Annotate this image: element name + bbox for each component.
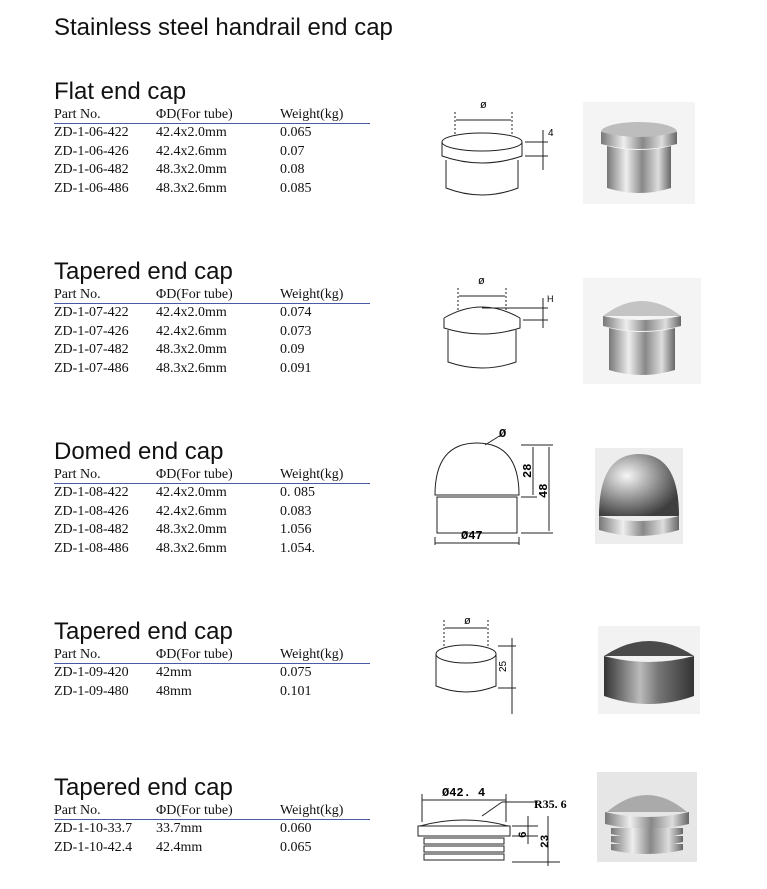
- diameter: 48.3x2.6mm: [156, 180, 227, 196]
- header-diameter: ΦD(For tube): [156, 646, 280, 664]
- header-weight: Weight(kg): [280, 802, 370, 820]
- table-row: [54, 839, 370, 858]
- section-tapered-end-cap-2: [54, 618, 384, 701]
- section-title: Domed end cap: [54, 438, 224, 465]
- header-diameter: ΦD(For tube): [156, 802, 280, 820]
- table-header-row: [54, 286, 370, 304]
- height-label: 25: [498, 660, 509, 672]
- part-no: ZD-1-06-486: [54, 180, 129, 196]
- diameter: 48.3x2.0mm: [156, 522, 227, 537]
- diameter: 48.3x2.6mm: [156, 360, 227, 376]
- weight: 0.091: [280, 360, 312, 376]
- diameter-label: ø: [464, 615, 471, 627]
- tapered-end-cap-drawing: [430, 268, 560, 378]
- header-part-no: Part No.: [54, 802, 156, 820]
- table-row: [54, 521, 370, 540]
- table-header-row: [54, 646, 370, 664]
- header-diameter: ΦD(For tube): [156, 286, 280, 304]
- part-no: ZD-1-10-42.4: [54, 839, 133, 855]
- table-row: [54, 503, 370, 522]
- tapered-end-cap-photo: [583, 278, 701, 384]
- header-diameter: ΦD(For tube): [156, 466, 280, 484]
- table-row: [54, 124, 370, 143]
- weight: 0.065: [280, 125, 312, 140]
- height-label: 4: [548, 128, 554, 139]
- table-header-row: [54, 802, 370, 820]
- table-row: [54, 484, 370, 503]
- total-height-label: 23: [540, 834, 552, 848]
- table-header-row: [54, 106, 370, 124]
- header-diameter: ΦD(For tube): [156, 106, 280, 124]
- part-no: ZD-1-07-486: [54, 360, 129, 376]
- part-no: ZD-1-09-420: [54, 665, 129, 680]
- part-no: ZD-1-07-482: [54, 342, 129, 357]
- table-row: [54, 360, 370, 379]
- diameter-label: ø: [478, 275, 485, 287]
- weight: 0.075: [280, 665, 312, 680]
- header-weight: Weight(kg): [280, 646, 370, 664]
- tapered-end-cap-photo-3: [597, 772, 697, 862]
- diameter: 42.4x2.6mm: [156, 323, 227, 339]
- header-weight: Weight(kg): [280, 106, 370, 124]
- section-title: Flat end cap: [54, 78, 187, 105]
- table-row: [54, 161, 370, 180]
- diameter: 42mm: [156, 665, 192, 680]
- header-weight: Weight(kg): [280, 286, 370, 304]
- part-no: ZD-1-09-480: [54, 683, 129, 699]
- table-row: [54, 664, 370, 683]
- section-title: Tapered end cap: [54, 258, 233, 285]
- cap-height-label: 6: [518, 831, 530, 838]
- flat-end-cap-drawing: [430, 90, 560, 200]
- tapered-end-cap-photo-2: [598, 626, 700, 714]
- weight: 1.054.: [280, 540, 315, 556]
- diameter: 42.4x2.0mm: [156, 125, 227, 140]
- diameter: 42.4x2.6mm: [156, 503, 227, 519]
- tapered-end-cap-drawing-3: [410, 782, 580, 877]
- diameter-label: Ø42. 4: [442, 786, 486, 800]
- domed-end-cap-drawing: [425, 425, 560, 550]
- radius-label: R35. 6: [534, 797, 567, 811]
- flat-end-cap-photo: [583, 102, 695, 204]
- weight: 0.083: [280, 503, 312, 519]
- weight: 0.085: [280, 180, 312, 196]
- base-diameter-label: Ø47: [461, 529, 483, 543]
- spec-table: [54, 286, 370, 378]
- weight: 0.074: [280, 305, 312, 320]
- part-no: ZD-1-07-426: [54, 323, 129, 339]
- part-no: ZD-1-06-482: [54, 162, 129, 177]
- weight: 1.056: [280, 522, 312, 537]
- dome-diameter-label: Ø: [499, 427, 507, 441]
- part-no: ZD-1-06-426: [54, 143, 129, 159]
- diameter: 48.3x2.0mm: [156, 162, 227, 177]
- header-part-no: Part No.: [54, 466, 156, 484]
- part-no: ZD-1-06-422: [54, 125, 129, 140]
- section-domed-end-cap: [54, 438, 384, 558]
- weight: 0.09: [280, 342, 305, 357]
- diameter: 48mm: [156, 683, 192, 699]
- spec-table: [54, 802, 370, 857]
- spec-table: [54, 106, 370, 198]
- diameter: 42.4x2.0mm: [156, 305, 227, 320]
- header-part-no: Part No.: [54, 286, 156, 304]
- table-row: [54, 540, 370, 559]
- weight: 0.065: [280, 839, 312, 855]
- table-row: [54, 341, 370, 360]
- total-height-label: 48: [537, 483, 551, 498]
- diameter: 42.4x2.0mm: [156, 485, 227, 500]
- table-row: [54, 180, 370, 199]
- part-no: ZD-1-08-422: [54, 485, 129, 500]
- weight: 0.101: [280, 683, 312, 699]
- part-no: ZD-1-08-486: [54, 540, 129, 556]
- table-row: [54, 304, 370, 323]
- table-row: [54, 683, 370, 702]
- part-no: ZD-1-10-33.7: [54, 821, 133, 836]
- part-no: ZD-1-08-482: [54, 522, 129, 537]
- header-weight: Weight(kg): [280, 466, 370, 484]
- table-row: [54, 820, 370, 839]
- tapered-end-cap-drawing-2: [430, 612, 530, 722]
- part-no: ZD-1-07-422: [54, 305, 129, 320]
- part-no: ZD-1-08-426: [54, 503, 129, 519]
- spec-table: [54, 466, 370, 558]
- diameter: 42.4mm: [156, 839, 203, 855]
- spec-table: [54, 646, 370, 701]
- weight: 0.060: [280, 821, 312, 836]
- page-title: Stainless steel handrail end cap: [54, 14, 393, 41]
- weight: 0. 085: [280, 485, 315, 500]
- diameter: 48.3x2.6mm: [156, 540, 227, 556]
- table-row: [54, 143, 370, 162]
- weight: 0.08: [280, 162, 305, 177]
- diameter-label: ø: [480, 99, 487, 111]
- weight: 0.07: [280, 143, 305, 159]
- section-tapered-end-cap-1: [54, 258, 384, 378]
- header-part-no: Part No.: [54, 106, 156, 124]
- header-part-no: Part No.: [54, 646, 156, 664]
- diameter: 33.7mm: [156, 821, 203, 836]
- table-row: [54, 323, 370, 342]
- diameter: 48.3x2.0mm: [156, 342, 227, 357]
- height-label: H: [547, 294, 554, 304]
- section-title: Tapered end cap: [54, 774, 233, 801]
- section-flat-end-cap: [54, 78, 384, 198]
- table-header-row: [54, 466, 370, 484]
- diameter: 42.4x2.6mm: [156, 143, 227, 159]
- section-title: Tapered end cap: [54, 618, 233, 645]
- section-tapered-end-cap-3: [54, 774, 384, 857]
- dome-height-label: 28: [521, 463, 535, 478]
- domed-end-cap-photo: [595, 448, 683, 544]
- weight: 0.073: [280, 323, 312, 339]
